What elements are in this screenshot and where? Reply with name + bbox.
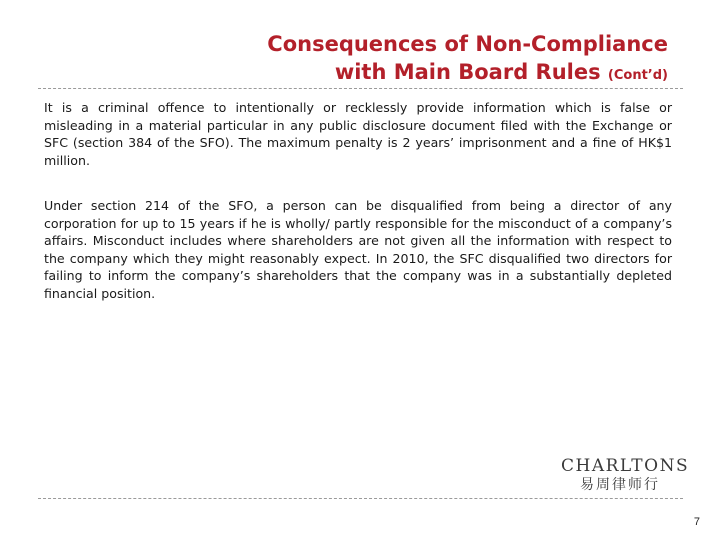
top-divider	[38, 88, 683, 89]
slide-title	[267, 30, 668, 90]
bottom-divider	[38, 498, 683, 499]
title-line-2-text: with Main Board Rules	[334, 60, 601, 84]
title-suffix: (Cont’d)	[607, 68, 668, 83]
title-line-2	[267, 58, 668, 90]
title-line-1: Consequences of Non-Compliance	[267, 32, 668, 56]
logo-text-en: CHARLTONS	[561, 456, 690, 476]
page-number: 7	[693, 516, 700, 528]
logo-text-zh: 易周律师行	[580, 477, 660, 493]
paragraph-disqualification: Under section 214 of the SFO, a person can be disqualified from being a director of any corporation for up to 15 years if he is wholly/ partly responsible for the misconduct of a company’s affairs. Misconduct includes where shareholders are not given all the information with respect to the company which they might reasonably expect. In 2010, the SFC disqualified two directors for failing to inform the company’s shareholders that the company was in a substantially depleted financial position.	[44, 198, 672, 301]
charltons-logo	[561, 456, 690, 494]
paragraph-criminal-offence: It is a criminal offence to intentionally or recklessly provide information which is false or misleading in a material particular in any public disclosure document filed with the Exchange or SFC (section 384 of the SFO). The maximum penalty is 2 years’ imprisonment and a fine of HK$1 million.	[44, 100, 672, 168]
